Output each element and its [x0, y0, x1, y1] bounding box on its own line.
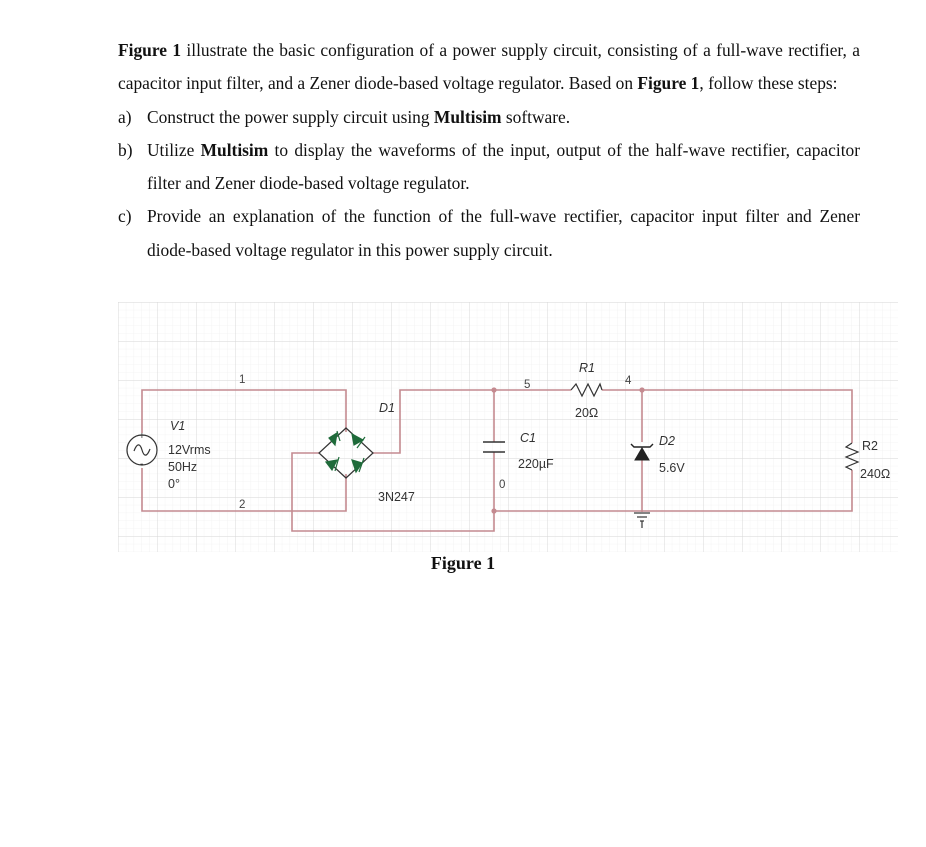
step-text: to display the waveforms of the input, output of the half-wave rectifier, capacitor filter and Zener diode-based voltage regulator. [147, 139, 861, 194]
bridge-name: D1 [379, 401, 395, 415]
intro-text-2: , follow these steps: [699, 73, 838, 94]
source-phase: 0° [168, 477, 180, 491]
figure-reference: Figure 1 [118, 40, 182, 60]
resistor-r2-name: R2 [862, 439, 878, 453]
node-label: 4 [625, 375, 632, 387]
zener-name: D2 [659, 434, 675, 448]
step-marker: c) [118, 206, 132, 227]
instruction-text [118, 34, 860, 267]
step-marker: a) [118, 106, 132, 127]
grid-background [118, 302, 898, 552]
step-b [118, 134, 860, 201]
circuit-figure [118, 302, 898, 552]
node-label: 1 [239, 374, 246, 386]
figure-reference: Figure 1 [637, 73, 700, 94]
zener-value: 5.6V [659, 461, 685, 475]
svg-text:-: - [140, 459, 144, 470]
capacitor-name: C1 [520, 431, 536, 445]
source-frequency: 50Hz [168, 460, 198, 474]
node-label: 5 [524, 379, 531, 391]
bridge-part: 3N247 [378, 490, 415, 504]
step-a [118, 101, 860, 134]
source-voltage: 12Vrms [168, 443, 211, 457]
figure-caption: Figure 1 [430, 553, 496, 573]
intro-paragraph [118, 34, 860, 101]
step-text: Construct the power supply circuit using [147, 106, 434, 127]
software-name: Multisim [433, 106, 502, 127]
circuit-schematic [118, 302, 898, 552]
step-marker: b) [118, 139, 133, 160]
resistor-r1-value: 20Ω [575, 406, 599, 420]
software-name: Multisim [200, 139, 269, 160]
step-text: Utilize [147, 139, 201, 160]
resistor-r2-value: 240Ω [860, 467, 891, 481]
node-label: 2 [239, 499, 246, 511]
step-text: software. [501, 106, 571, 127]
capacitor-value: 220µF [518, 457, 554, 471]
resistor-r1-name: R1 [579, 361, 595, 375]
step-text: Provide an explanation of the function of the full-wave rectifier, capacitor input filter and Zener diode-based voltage regulator in this power supply circuit. [147, 206, 860, 260]
node-label: 0 [499, 479, 506, 491]
intro-text-1: illustrate the basic configuration of a power supply circuit, consisting of a full-wave rectifier, a capacitor input filter, and a Zener diode-based voltage regulator. Based on [118, 40, 860, 94]
step-c [118, 200, 860, 267]
svg-text:+: + [139, 431, 145, 442]
source-name: V1 [170, 419, 186, 433]
